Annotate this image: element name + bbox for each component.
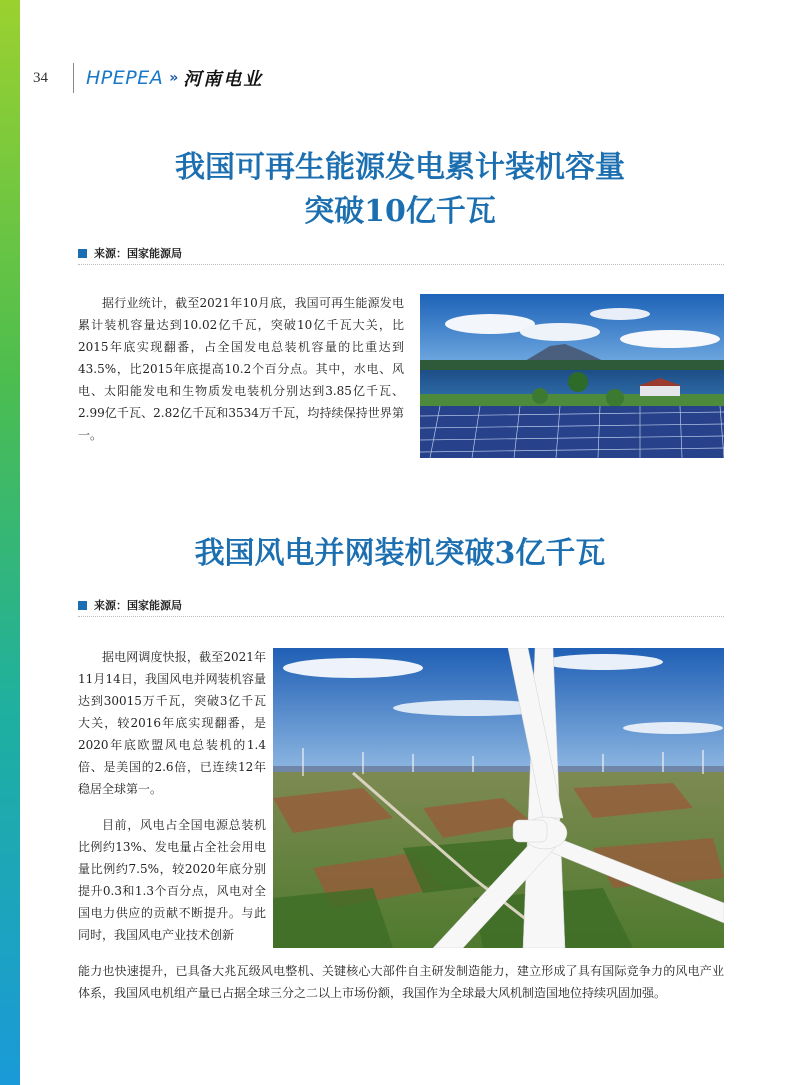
article2-body-paragraph2-continued: 能力也快速提升，已具备大兆瓦级风电整机、关键核心大部件自主研发制造能力，建立形成了具有国际竞争力的风电产业体系，我国风电机组产量已占据全球三分之二以上市场份额，我国作为全球最大风机制造国地位持续巩固加强。 [78, 964, 724, 1000]
article1-body: 据行业统计，截至2021年10月底，我国可再生能源发电累计装机容量达到10.02亿千瓦，突破10亿千瓦大关，比2015年底实现翻番，占全国发电总装机容量的比重达到43.5%，比2015年底提高10.2个百分点。其中，水电、风电、太阳能发电和生物质发电装机分别达到3.85亿千瓦、2.99亿千瓦、2.82亿千瓦和3534万千瓦，均持续保持世界第一。 [78, 296, 404, 442]
article1-source-text: 来源：国家能源局 [94, 247, 182, 260]
article2-body-paragraph1: 据电网调度快报，截至2021年11月14日，我国风电并网装机容量达到30015万千瓦，突破3亿千瓦大关，较2016年底实现翻番，是2020年底欧盟风电总装机的1.4倍、是美国的2.6倍，已连续12年稳居全球第一。 [78, 650, 266, 796]
solar-panels-photo [420, 294, 724, 458]
logo-arrows: » [169, 70, 179, 86]
square-bullet-icon [78, 249, 87, 258]
article2-source [78, 594, 724, 617]
side-color-bar [0, 0, 20, 1085]
square-bullet-icon [78, 601, 87, 610]
journal-logo [86, 66, 263, 90]
logo-latin-text: HPEPEA [86, 67, 164, 89]
article1-source [78, 242, 724, 265]
page-number: 34 [33, 70, 48, 86]
article2-source-text: 来源：国家能源局 [94, 599, 182, 612]
article1-title-line2: 突破10亿千瓦 [304, 194, 496, 229]
article2-title: 我国风电并网装机突破3亿千瓦 [194, 536, 606, 571]
article1-title-line1: 我国可再生能源发电累计装机容量 [175, 150, 625, 185]
logo-chinese-text: 河南电业 [183, 69, 264, 90]
wind-turbines-photo [273, 648, 724, 948]
article2-body-paragraph2: 目前，风电占全国电源总装机比例约13%、发电量占全社会用电量比例约7.5%，较2020年底分别提升0.3和1.3个百分点，风电对全国电力供应的贡献不断提升。与此同时，我国风电产业技术创新 [78, 818, 266, 942]
article1-title [80, 146, 720, 234]
header-divider [73, 63, 74, 93]
